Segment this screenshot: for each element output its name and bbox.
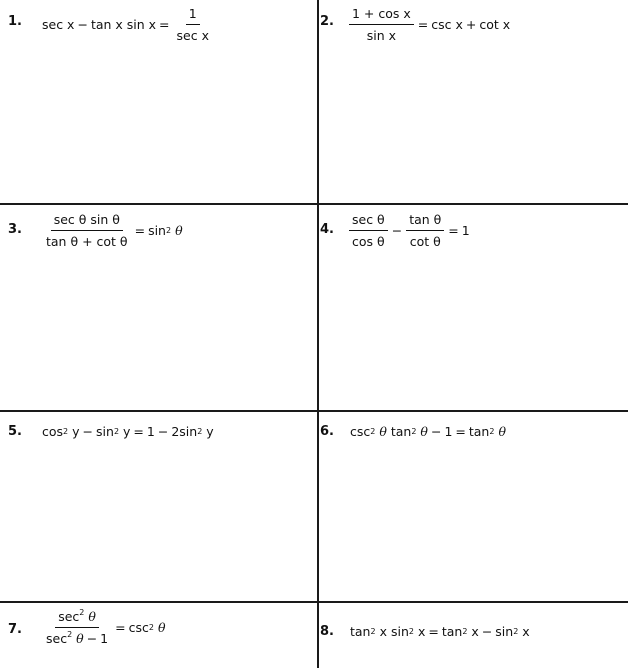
problem-number: 2.	[320, 14, 334, 29]
fraction: $\frac{\text{1 + cos x}}{\text{sin x}}$	[349, 6, 414, 43]
fraction: $\frac{1}{\text{sec x}}$	[176, 6, 209, 43]
identity-equation: sec x − tan x sin x = $\frac{1}{\text{sec x}}$	[42, 6, 213, 43]
problem-number: 5.	[8, 424, 22, 439]
horizontal-divider-3	[0, 601, 628, 603]
identity-equation: $\frac{\text{1 + cos x}}{\text{sin x}}$ = csc x + cot x	[348, 6, 510, 43]
identity-equation: $\frac{\sec^2 \theta}{\sec^2 \theta - 1}$ = csc 2 θ	[42, 609, 165, 646]
problem-number: 4.	[320, 222, 334, 237]
fraction-1: $\frac{\text{sec θ}}{\text{cos θ}}$	[349, 212, 388, 249]
problem-number: 8.	[320, 624, 334, 639]
identity-equation: cos 2 y − sin 2 y = 1 − 2sin 2 y	[42, 424, 214, 439]
fraction: $\frac{\text{sec θ sin θ}}{\text{tan θ + cot θ}}$	[46, 212, 128, 249]
problem-number: 7.	[8, 622, 22, 637]
problem-number: 6.	[320, 424, 334, 439]
fraction: $\frac{\sec^2 \theta}{\sec^2 \theta - 1}$	[46, 608, 109, 646]
identity-equation: $\frac{\text{sec θ}}{\text{cos θ}}$ − $\frac{\text{tan θ}}{\text{cot θ}}$ = 1	[348, 212, 470, 249]
fraction-2: $\frac{\text{tan θ}}{\text{cot θ}}$	[406, 212, 444, 249]
problem-number: 3.	[8, 222, 22, 237]
problem-number: 1.	[8, 14, 22, 29]
horizontal-divider-2	[0, 410, 628, 412]
identity-equation: $\frac{\text{sec θ sin θ}}{\text{tan θ + cot θ}}$ = sin 2 θ	[42, 212, 183, 249]
identity-equation: tan 2 x sin 2 x = tan 2 x − sin 2 x	[350, 624, 530, 639]
horizontal-divider-1	[0, 203, 628, 205]
vertical-divider	[317, 0, 319, 668]
identity-equation: csc 2 θ tan 2 θ − 1 = tan 2 θ	[350, 424, 506, 439]
